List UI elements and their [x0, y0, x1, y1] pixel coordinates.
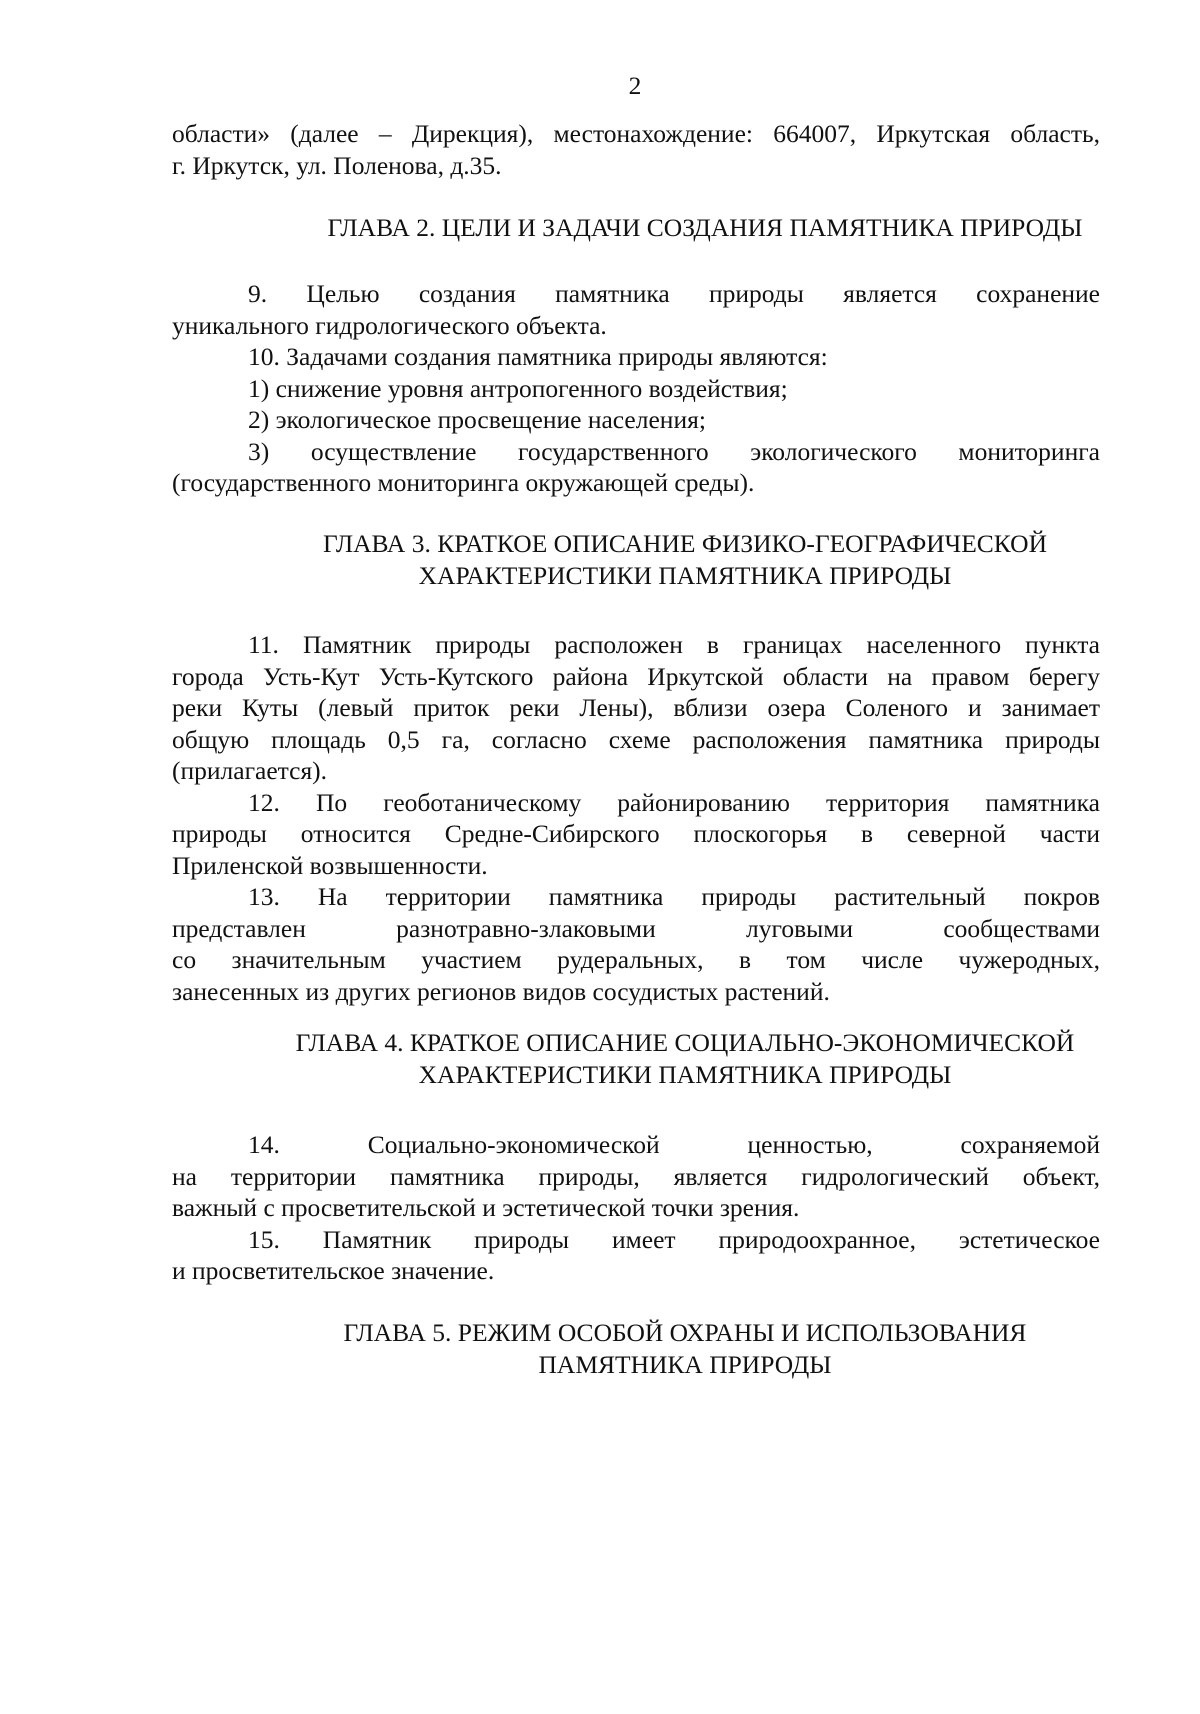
chapter-5-heading — [140, 1317, 1200, 1380]
paragraph-11-line-1: 11. Памятник природы расположен в границах населенного пункта — [248, 630, 1100, 659]
paragraph-13-line-3: со значительным участием рудеральных, в том числе чужеродных, — [172, 945, 1100, 974]
chapter-5-heading-line-2: ПАМЯТНИКА ПРИРОДЫ — [538, 1349, 832, 1379]
chapter-3-heading-line-1: ГЛАВА 3. КРАТКОЕ ОПИСАНИЕ ФИЗИКО-ГЕОГРАФИЧЕСКОЙ — [323, 529, 1047, 558]
paragraph-13-line-4: занесенных из других регионов видов сосудистых растений. — [172, 976, 830, 1006]
intro-line-2: г. Иркутск, ул. Поленова, д.35. — [172, 150, 502, 180]
paragraph-15-line-2: и просветительское значение. — [172, 1256, 495, 1285]
paragraph-11-line-2: города Усть-Кут Усть-Кутского района Иркутской области на правом берегу — [172, 661, 1100, 691]
intro-paragraph — [172, 118, 1100, 181]
paragraph-15-line-1: 15. Памятник природы имеет природоохранное, эстетическое — [248, 1224, 1100, 1254]
paragraph-11-line-3: реки Куты (левый приток реки Лены), вблизи озера Соленого и занимает — [172, 693, 1100, 722]
chapter-3-heading-line-2: ХАРАКТЕРИСТИКИ ПАМЯТНИКА ПРИРОДЫ — [418, 560, 952, 590]
paragraph-10: 10. Задачами создания памятника природы являются: — [248, 342, 828, 371]
paragraph-12-line-2: природы относится Средне-Сибирского плоскогорья в северной части — [172, 819, 1100, 848]
chapter-3-body — [172, 629, 1100, 1007]
list-item-2: 2) экологическое просвещение населения; — [248, 405, 706, 434]
paragraph-12-line-1: 12. По геоботаническому районированию территория памятника — [248, 787, 1100, 817]
paragraph-13-line-2: представлен разнотравно-злаковыми луговыми сообществами — [172, 913, 1100, 943]
paragraph-9-line-1: 9. Целью создания памятника природы является сохранение — [248, 279, 1100, 308]
paragraph-14-line-2: на территории памятника природы, является гидрологический объект, — [172, 1161, 1100, 1191]
paragraph-11-line-4: общую площадь 0,5 га, согласно схеме расположения памятника природы — [172, 724, 1100, 754]
paragraph-14-line-3: важный с просветительской и эстетической точки зрения. — [172, 1193, 800, 1222]
page-number: 2 — [628, 71, 642, 100]
paragraph-12-line-3: Приленской возвышенности. — [172, 850, 488, 880]
chapter-2-heading-text: ГЛАВА 2. ЦЕЛИ И ЗАДАЧИ СОЗДАНИЯ ПАМЯТНИКА ПРИРОДЫ — [327, 213, 1083, 242]
paragraph-13-line-1: 13. На территории памятника природы растительный покров — [248, 882, 1100, 911]
chapter-3-heading — [140, 528, 1200, 591]
chapter-4-heading-line-2: ХАРАКТЕРИСТИКИ ПАМЯТНИКА ПРИРОДЫ — [418, 1059, 952, 1089]
chapter-5-heading-line-1: ГЛАВА 5. РЕЖИМ ОСОБОЙ ОХРАНЫ И ИСПОЛЬЗОВАНИЯ — [343, 1318, 1027, 1347]
chapter-2-body — [172, 278, 1100, 499]
intro-line-1: области» (далее – Дирекция), местонахождение: 664007, Иркутская область, — [172, 119, 1100, 148]
paragraph-11-line-5: (прилагается). — [172, 756, 328, 785]
chapter-2-heading — [160, 212, 1200, 244]
paragraph-14-line-1: 14. Социально-экономической ценностью, сохраняемой — [248, 1130, 1100, 1159]
chapter-4-heading-line-1: ГЛАВА 4. КРАТКОЕ ОПИСАНИЕ СОЦИАЛЬНО-ЭКОНОМИЧЕСКОЙ — [295, 1028, 1075, 1057]
paragraph-9-line-2: уникального гидрологического объекта. — [172, 310, 607, 340]
chapter-4-heading — [140, 1027, 1200, 1090]
list-item-1: 1) снижение уровня антропогенного воздействия; — [248, 373, 788, 403]
list-item-3-line-1: 3) осуществление государственного экологического мониторинга — [248, 436, 1100, 466]
chapter-4-body — [172, 1129, 1100, 1287]
list-item-3-line-2: (государственного мониторинга окружающей среды). — [172, 468, 755, 497]
